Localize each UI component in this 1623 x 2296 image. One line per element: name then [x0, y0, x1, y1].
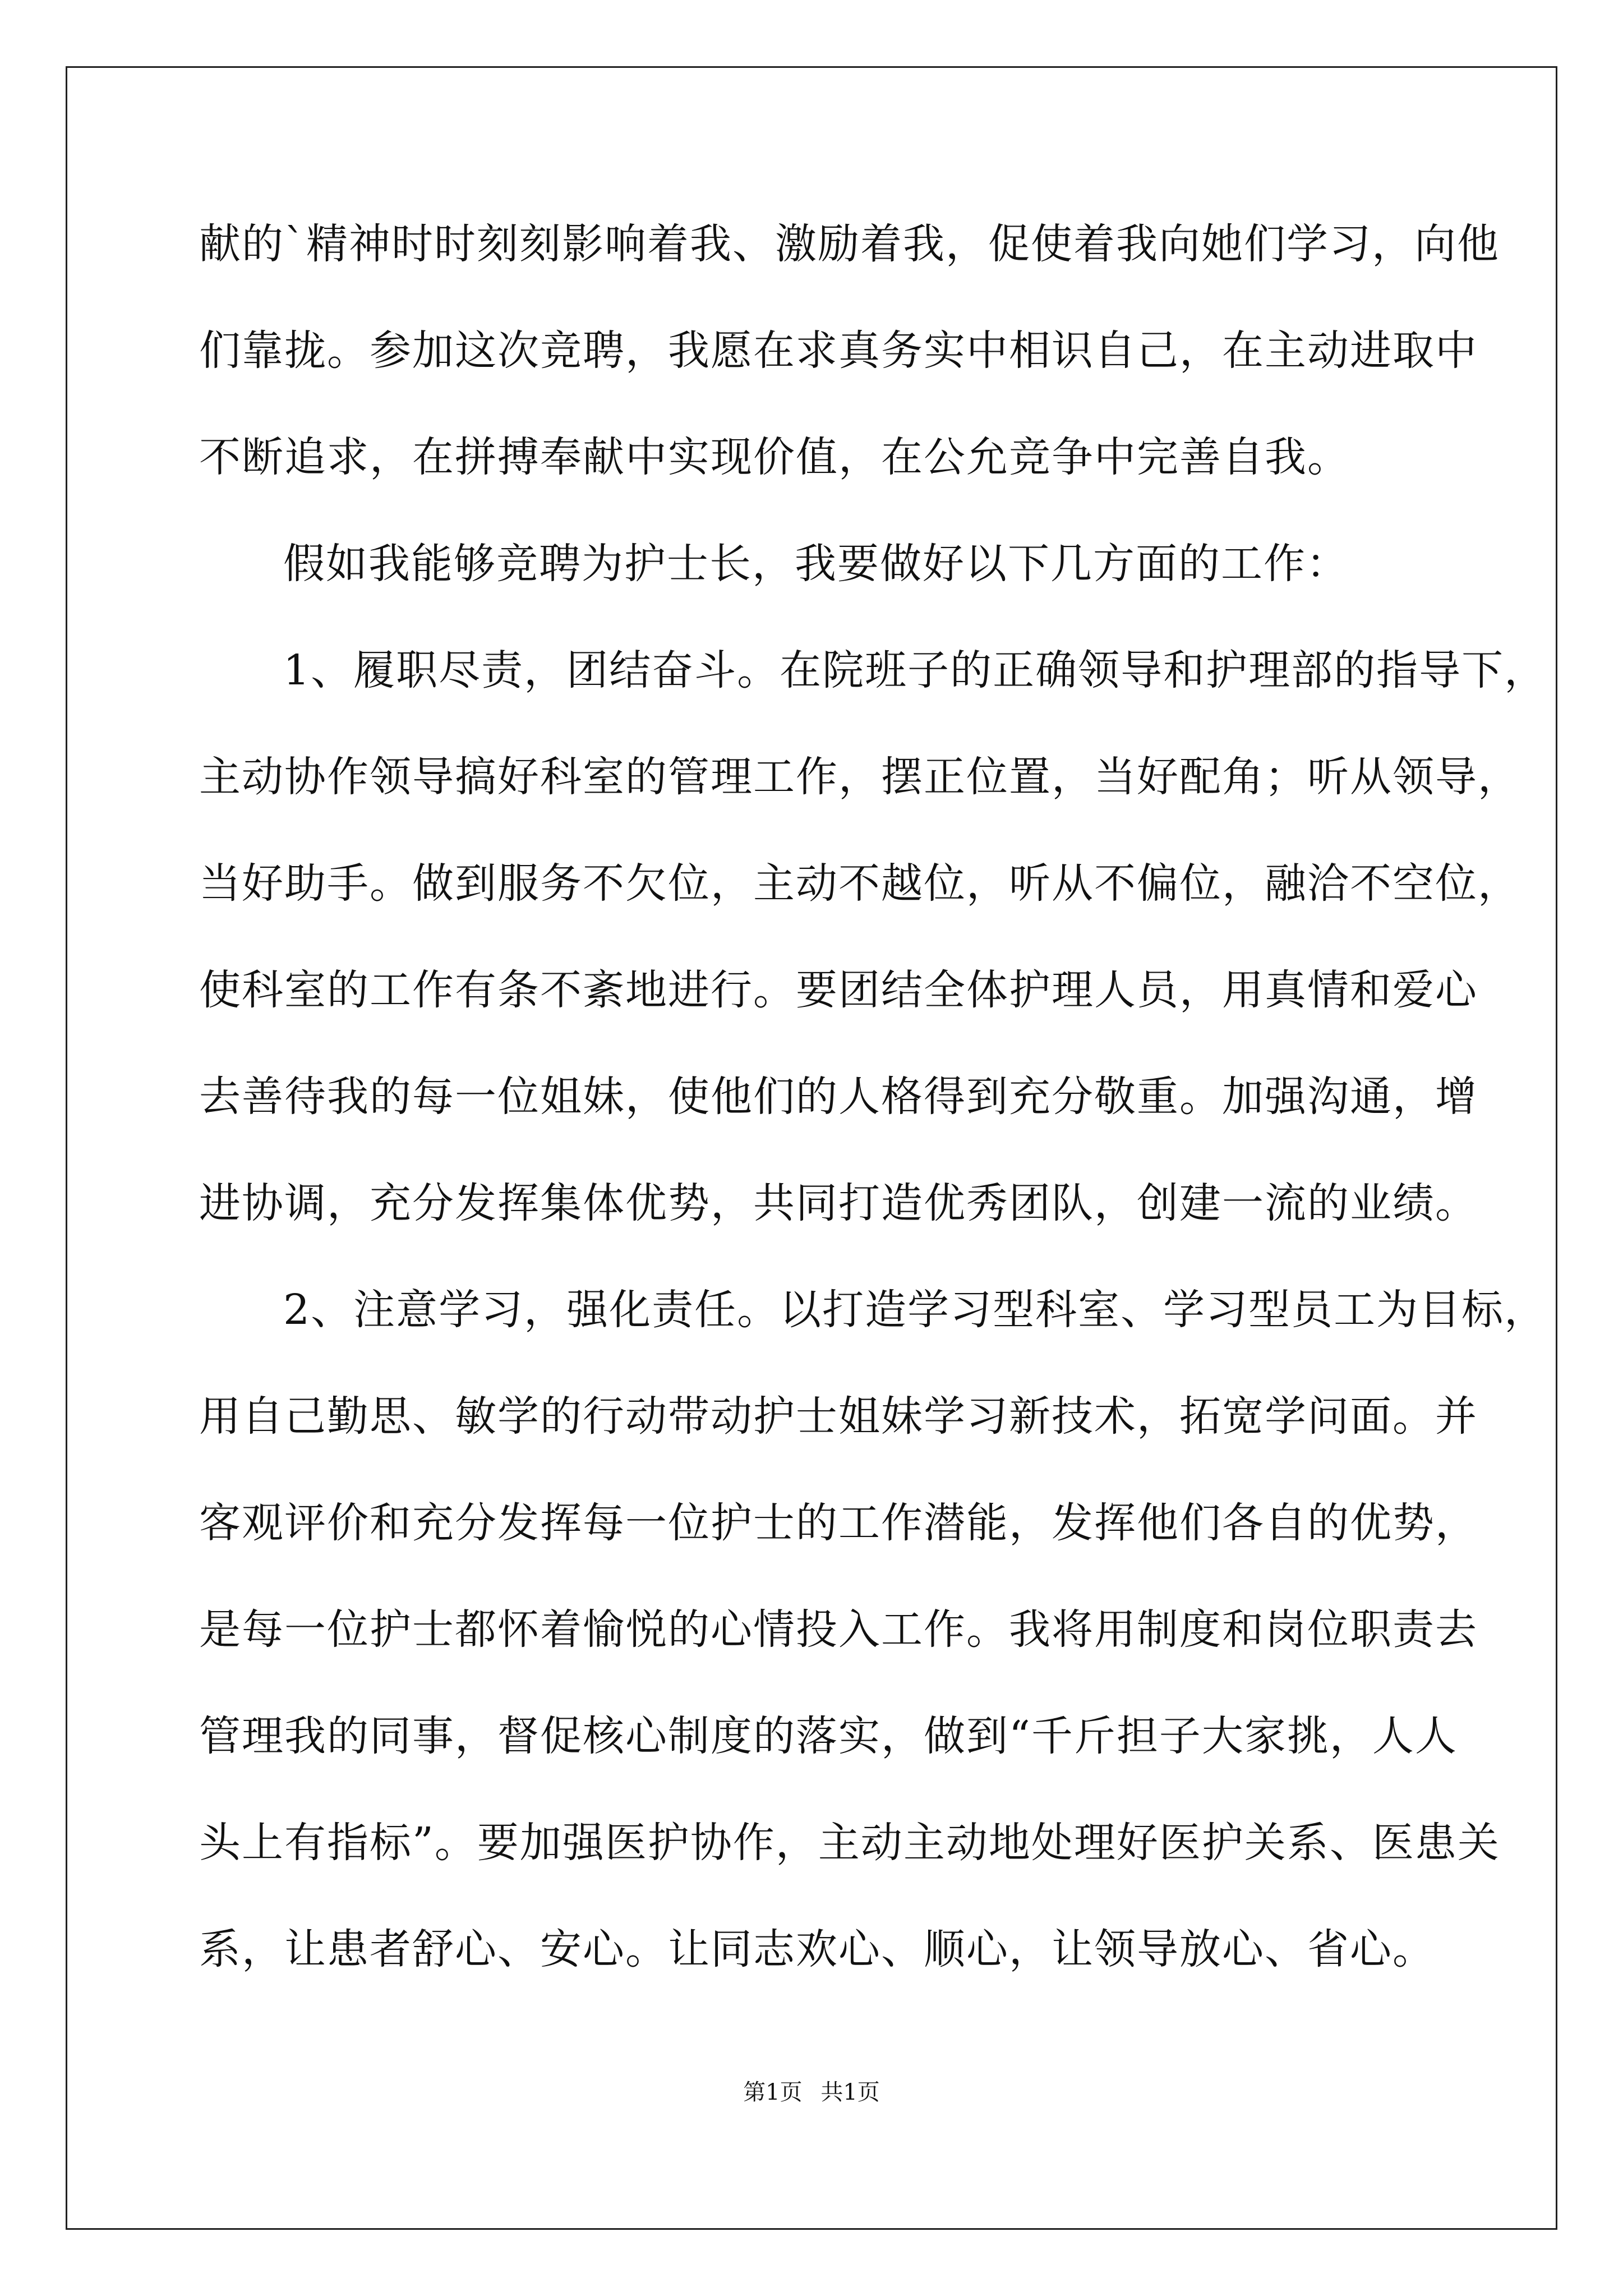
- text-line: 客观评价和充分发挥每一位护士的工作潜能，发挥他们各自的优势，: [199, 1499, 1478, 1547]
- text-line: 用自己勤思、敏学的行动带动护士姐妹学习新技术，拓宽学问面。并: [199, 1392, 1478, 1441]
- text-line: 头上有指标”。要加强医护协作，主动主动地处理好医护关系、医患关: [199, 1819, 1500, 1867]
- text-line: 们靠拢。参加这次竞聘，我愿在求真务实中相识自己，在主动进取中: [199, 326, 1478, 375]
- text-line: 献的`精神时时刻刻影响着我、激励着我，促使着我向她们学习，向他: [199, 220, 1500, 268]
- text-line: 当好助手。做到服务不欠位，主动不越位，听从不偏位，融洽不空位，: [199, 859, 1520, 908]
- text-line: 系，让患者舒心、安心。让同志欢心、顺心，让领导放心、省心。: [199, 1925, 1435, 1973]
- page-number: 第1页: [743, 2079, 803, 2105]
- page-total: 共1页: [820, 2079, 880, 2105]
- text-line: 假如我能够竞聘为护士长，我要做好以下几方面的工作：: [283, 540, 1349, 588]
- page-footer: [0, 2078, 1623, 2106]
- text-line: 使科室的工作有条不紊地进行。要团结全体护理人员，用真情和爱心: [199, 966, 1478, 1014]
- text-line: 2、注意学习，强化责任。以打造学习型科室、学习型员工为目标，: [283, 1286, 1547, 1334]
- text-line: 主动协作领导搞好科室的管理工作，摆正位置，当好配角；听从领导，: [199, 753, 1520, 801]
- text-line: 是每一位护士都怀着愉悦的心情投入工作。我将用制度和岗位职责去: [199, 1605, 1478, 1654]
- document-body: [199, 216, 1547, 2028]
- text-line: 管理我的同事，督促核心制度的落实，做到“千斤担子大家挑，人人: [199, 1712, 1458, 1760]
- text-line: 1、履职尽责，团结奋斗。在院班子的正确领导和护理部的指导下，: [283, 646, 1547, 694]
- text-line: 不断追求，在拼搏奉献中实现价值，在公允竞争中完善自我。: [199, 433, 1350, 481]
- text-line: 进协调，充分发挥集体优势，共同打造优秀团队，创建一流的业绩。: [199, 1179, 1478, 1227]
- text-line: 去善待我的每一位姐妹，使他们的人格得到充分敬重。加强沟通，增: [199, 1073, 1478, 1121]
